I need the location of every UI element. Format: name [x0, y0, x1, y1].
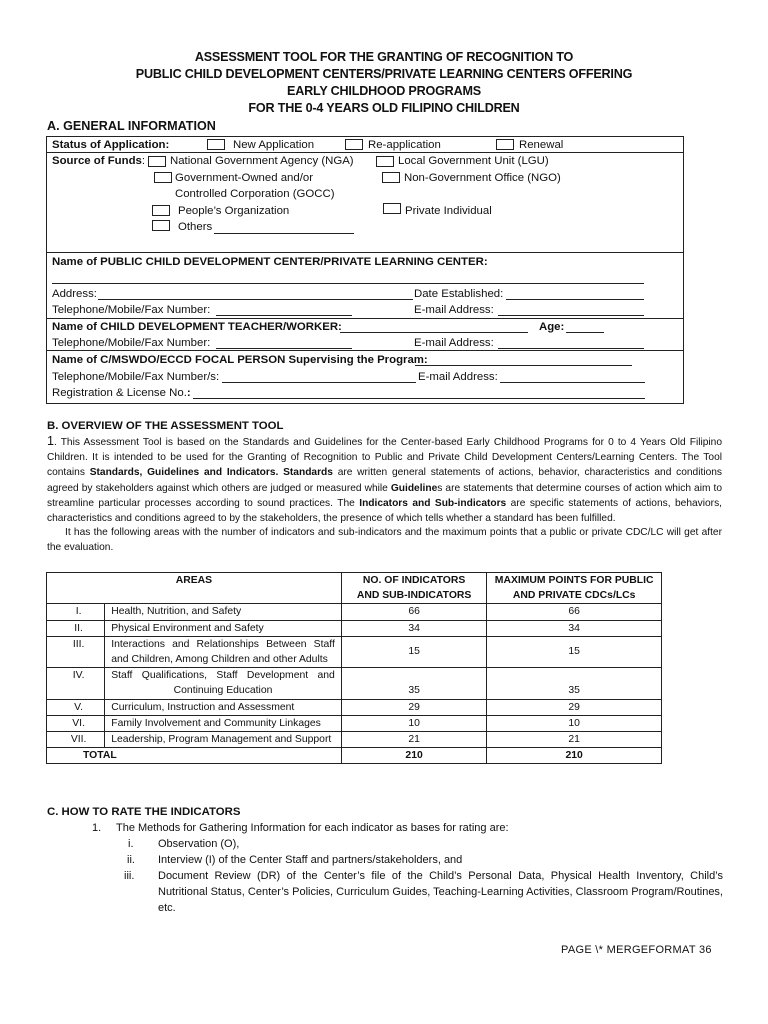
- re-application-label: Re-application: [368, 139, 441, 151]
- row-number: III.: [47, 636, 105, 667]
- title-line-1: ASSESSMENT TOOL FOR THE GRANTING OF RECOGNITION TO: [194, 50, 574, 64]
- ngo-label: Non-Government Office (NGO): [404, 172, 561, 184]
- focal-person-label: Name of C/MSWDO/ECCD FOCAL PERSON Supervising the Program:: [52, 354, 428, 366]
- private-individual-label: Private Individual: [405, 205, 492, 217]
- nga-label: National Government Agency (NGA): [170, 155, 354, 167]
- new-application-checkbox[interactable]: [207, 139, 225, 150]
- sub-item-text: Interview (I) of the Center Staff and partners/stakeholders, and: [158, 854, 463, 866]
- row-number: VI.: [47, 715, 105, 731]
- indicators-header-line-1: NO. OF INDICATORS: [362, 575, 466, 586]
- teacher-email-field[interactable]: [498, 348, 644, 349]
- teacher-name-field[interactable]: [340, 332, 528, 333]
- source-of-funds-label-text: Source of Funds: [52, 155, 142, 167]
- others-checkbox[interactable]: [152, 220, 170, 231]
- area-name: Staff Qualifications, Staff Development and Continuing Education: [105, 668, 342, 699]
- item-1-text: The Methods for Gathering Information for each indicator as bases for rating are:: [116, 822, 509, 834]
- section-a-heading: A. GENERAL INFORMATION: [47, 119, 216, 133]
- overview-bold-text: Indicators and Sub-indicators: [359, 497, 507, 509]
- sub-item-text: Document Review (DR) of the Center’s file of the Child’s Personal Data, Physical Health Inventory, Child’s Nutritional Status, Center’s Policies, Curriculum Guides, Teaching-Learning Activities, Classroom Program/Routines, etc.: [158, 870, 723, 914]
- focal-telephone-field[interactable]: [222, 382, 416, 383]
- lgu-label: Local Government Unit (LGU): [398, 155, 549, 167]
- gocc-checkbox[interactable]: [154, 172, 172, 183]
- teacher-name-label: Name of CHILD DEVELOPMENT TEACHER/WORKER:: [52, 321, 342, 333]
- title-line-2: PUBLIC CHILD DEVELOPMENT CENTERS/PRIVATE LEARNING CENTERS OFFERING: [135, 67, 633, 81]
- indicator-count: 21: [341, 732, 487, 748]
- page-footer: PAGE \* MERGEFORMAT 36: [561, 944, 712, 956]
- indicator-count: 15: [341, 636, 487, 667]
- indicator-count: 66: [341, 604, 487, 620]
- overview-bold-text: Standards, Guidelines and Indicators. Standards: [89, 467, 333, 479]
- age-label: Age:: [539, 321, 565, 333]
- title-line-3: EARLY CHILDHOOD PROGRAMS: [287, 84, 481, 98]
- row-number: IV.: [47, 668, 105, 699]
- document-title: [0, 49, 768, 117]
- indicator-count: 29: [341, 699, 487, 715]
- table-row: [47, 732, 662, 748]
- title-line-4: FOR THE 0-4 YEARS OLD FILIPINO CHILDREN: [248, 101, 520, 115]
- points-header: [487, 573, 662, 604]
- center-name-field[interactable]: [52, 283, 644, 284]
- area-name: Curriculum, Instruction and Assessment: [105, 699, 342, 715]
- table-row: [47, 699, 662, 715]
- peoples-organization-label: People’s Organization: [178, 205, 290, 217]
- table-row: [47, 668, 662, 699]
- total-label: TOTAL: [47, 748, 342, 764]
- registration-label-text: Registration & License No.: [52, 387, 187, 399]
- indicator-count: 35: [341, 668, 487, 699]
- areas-table-header: [47, 573, 662, 604]
- paragraph-number: 1: [47, 434, 54, 448]
- indicators-header: [341, 573, 487, 604]
- gocc-label-line-2: Controlled Corporation (GOCC): [175, 188, 335, 200]
- registration-colon: :: [186, 387, 191, 399]
- overview-paragraph-2: It has the following areas with the number of indicators and sub-indicators and the maximum points that a public or private CDC/LC will get after the evaluation.: [47, 527, 722, 554]
- overview-bold-text: Guideline: [390, 482, 438, 494]
- table-total-row: [47, 748, 662, 764]
- section-c-heading: C. HOW TO RATE THE INDICATORS: [47, 806, 241, 818]
- overview-text: . This Assessment Tool is based on the Standards and Guidelines for the Center-based Early Childhood Programs for 0 to 4 Years Old Filipino Children. It is intended to be used for the Granting of Recognition to Public and Private Child Development Centers/Learning Centers. The Tool contains: [47, 437, 722, 479]
- peoples-organization-checkbox[interactable]: [152, 205, 170, 216]
- areas-header: AREAS: [47, 573, 342, 604]
- row-number: V.: [47, 699, 105, 715]
- max-points: 10: [487, 715, 662, 731]
- row-number: I.: [47, 604, 105, 620]
- indicator-count: 10: [341, 715, 487, 731]
- address-field[interactable]: [98, 299, 413, 300]
- sub-item-number: i.: [128, 838, 134, 850]
- telephone-field[interactable]: [216, 315, 352, 316]
- private-individual-checkbox[interactable]: [383, 203, 401, 214]
- table-row: [47, 620, 662, 636]
- total-points: 210: [487, 748, 662, 764]
- re-application-checkbox[interactable]: [345, 139, 363, 150]
- teacher-telephone-label: Telephone/Mobile/Fax Number:: [52, 337, 211, 349]
- focal-email-label: E-mail Address:: [418, 371, 498, 383]
- focal-telephone-label: Telephone/Mobile/Fax Number/s:: [52, 371, 220, 383]
- divider: [46, 152, 684, 153]
- area-name: Family Involvement and Community Linkages: [105, 715, 342, 731]
- overview-text: are written general statements of actions, behavior, characteristics and conditions agreed by stakeholders against which others are judged or measured while: [47, 467, 723, 494]
- address-label: Address:: [52, 288, 97, 300]
- nga-checkbox[interactable]: [148, 156, 166, 167]
- divider: [46, 252, 684, 253]
- table-row: [47, 636, 662, 667]
- area-name: Interactions and Relationships Between Staff and Children, Among Children and other Adults: [105, 636, 342, 667]
- item-1-number: 1.: [92, 822, 102, 834]
- total-indicators: 210: [341, 748, 487, 764]
- telephone-label: Telephone/Mobile/Fax Number:: [52, 304, 211, 316]
- status-of-application-label: Status of Application:: [52, 139, 170, 151]
- teacher-telephone-field[interactable]: [216, 348, 352, 349]
- lgu-checkbox[interactable]: [376, 156, 394, 167]
- overview-text: s are statements that determine courses of action which aim to streamline particular processes according to sound practices. The: [47, 482, 722, 509]
- overview-paragraph-1: [47, 434, 722, 526]
- registration-label: [52, 386, 191, 400]
- sub-item-text: Observation (O),: [158, 838, 240, 850]
- divider: [46, 318, 684, 319]
- sub-item-number: ii.: [127, 854, 135, 866]
- indicators-header-line-2: AND SUB-INDICATORS: [356, 590, 472, 602]
- points-header-line-1: MAXIMUM POINTS FOR PUBLIC: [494, 575, 654, 586]
- others-label: Others: [178, 221, 213, 233]
- focal-person-field[interactable]: [415, 365, 632, 366]
- email-field[interactable]: [498, 315, 644, 316]
- others-specify-field[interactable]: [214, 233, 354, 234]
- age-field[interactable]: [566, 332, 604, 333]
- overview-text: are specific statements of actions, behaviors, characteristics and conditions agreed to by the stakeholders, the presence of which tells whether a standard has been fulfilled.: [47, 497, 722, 525]
- section-b-heading: B. OVERVIEW OF THE ASSESSMENT TOOL: [47, 420, 284, 432]
- area-name: Health, Nutrition, and Safety: [105, 604, 342, 620]
- points-header-line-2: AND PRIVATE CDCs/LCs: [512, 590, 636, 602]
- area-name: Physical Environment and Safety: [105, 620, 342, 636]
- table-row: [47, 715, 662, 731]
- max-points: 34: [487, 620, 662, 636]
- date-established-field[interactable]: [506, 299, 644, 300]
- max-points: 15: [487, 636, 662, 667]
- max-points: 29: [487, 699, 662, 715]
- registration-field[interactable]: [193, 398, 645, 399]
- sub-item-number: iii.: [124, 870, 135, 882]
- area-name: Leadership, Program Management and Support: [105, 732, 342, 748]
- row-number: II.: [47, 620, 105, 636]
- focal-email-field[interactable]: [500, 382, 645, 383]
- ngo-checkbox[interactable]: [382, 172, 400, 183]
- divider: [46, 350, 684, 351]
- max-points: 35: [487, 668, 662, 699]
- gocc-label-line-1: Government-Owned and/or: [175, 172, 314, 184]
- email-label: E-mail Address:: [414, 304, 494, 316]
- max-points: 66: [487, 604, 662, 620]
- table-row: [47, 604, 662, 620]
- source-of-funds-colon: :: [141, 155, 146, 167]
- row-number: VII.: [47, 732, 105, 748]
- center-name-label: Name of PUBLIC CHILD DEVELOPMENT CENTER/PRIVATE LEARNING CENTER:: [52, 256, 488, 268]
- date-established-label: Date Established:: [414, 288, 504, 300]
- max-points: 21: [487, 732, 662, 748]
- areas-table: [46, 572, 662, 764]
- new-application-label: New Application: [233, 139, 315, 151]
- indicator-count: 34: [341, 620, 487, 636]
- renewal-checkbox[interactable]: [496, 139, 514, 150]
- source-of-funds-label: [52, 154, 145, 168]
- renewal-label: Renewal: [519, 139, 564, 151]
- teacher-email-label: E-mail Address:: [414, 337, 494, 349]
